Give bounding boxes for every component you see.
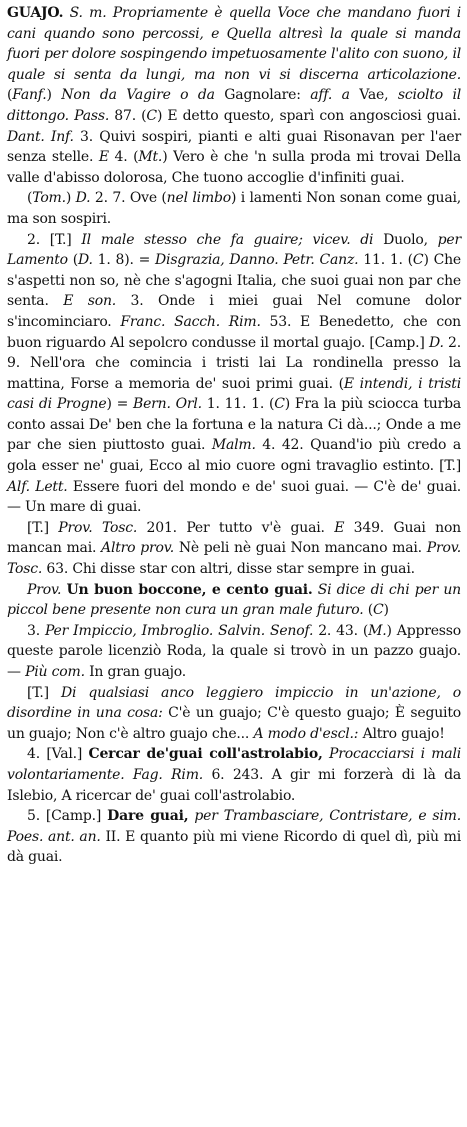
entry-sense-3: 3. Per Impiccio, Imbroglio. Salvin. Senof. 2. 43. (M.) Appresso queste parole licenziò Roda, la quale si trovò in un pazzo guajo. — Più com. In gran guajo. xyxy=(7,622,461,680)
entry-proverbs: [T.] Prov. Tosc. 201. Per tutto v'è guai. E 349. Guai non mancan mai. Altro prov. Nè peli nè guai Non mancano mai. Prov. Tosc. 63. Chi disse star con altri, disse star sempre in guai. xyxy=(7,519,461,578)
entry-proverb-phrase: Prov. Un buon boccone, e cento guai. Si dice di chi per un piccol bene presente non cura un gran male futuro. (C) xyxy=(7,581,461,619)
entry-paragraph: [T.] Di qualsiasi anco leggiero impiccio in un'azione, o disordine in una cosa: C'è un guajo; C'è questo guajo; È seguito un guajo; Non c'è altro guajo che... A modo d'escl.: Altro guajo! xyxy=(7,684,462,742)
entry-headword-paragraph: GUAJO. S. m. Propriamente è quella Voce che mandano fuori i cani quando sono percossi, e Quella altresì la quale si manda fuori per dolore sospingendo impetuosamente l'alito con suono, il quale si senta da lungi, ma non vi si discerna articolazione. (Fanf.) Non da Vagire o da Gagnolare: aff. a Vae, sciolto il dittongo. Pass. 87. (C) E detto questo, sparì con angosciosi guai. Dant. Inf. 3. Quivi sospiri, pianti e alti guai Risonavan per l'aer senza stelle. E 4. (Mt.) Vero è che 'n sulla proda mi trovai Della valle d'abisso dolorosa, Che tuono accoglie d'infiniti guai. xyxy=(7,5,462,186)
entry-sense-4: 4. [Val.] Cercar de'guai coll'astrolabio, Procacciarsi i mali volontariamente. Fag. Rim. 6. 243. A gir mi forzerà di là da Islebio, A ricercar de' guai coll'astrolabio. xyxy=(7,746,462,804)
entry-sense-2: 2. [T.] Il male stesso che fa guaire; vicev. di Duolo, per Lamento (D. 1. 8). = Disgrazia, Danno. Petr. Canz. 11. 1. (C) Che s'aspetti non so, nè che s'agogni Italia, che suoi guai non par che senta. E son. 3. Onde i miei guai Nel comune dolor s'incominciaro. Franc. Sacch. Rim. 53. E Benedetto, che con buon riguardo Al sepolcro condusse il mortal guajo. [Camp.] D. 2. 9. Nell'ora che comincia i tristi lai La rondinella presso la mattina, Forse a memoria de' suoi primi guai. (E intendi, i tristi casi di Progne) = Bern. Orl. 1. 11. 1. (C) Fra la più sciocca turba conto assai De' ben che la fortuna e la natura Ci dà...; Onde a me par che sien piuttosto guai. Malm. 4. 42. Quand'io più credo a gola esser ne' guai, Ecco al mio cuore ogni travaglio estinto. [T.] Alf. Lett. Essere fuori del mondo e de' suoi guai. — C'è de' guai. — Un mare di guai. xyxy=(7,231,462,516)
entry-paragraph: (Tom.) D. 2. 7. Ove (nel limbo) i lamenti Non sonan come guai, ma son sospiri. xyxy=(7,190,461,227)
entry-sense-5: 5. [Camp.] Dare guai, per Trambasciare, Contristare, e sim. Poes. ant. an. II. E quanto più mi viene Ricordo di quel dì, più mi dà guai. xyxy=(7,808,461,866)
